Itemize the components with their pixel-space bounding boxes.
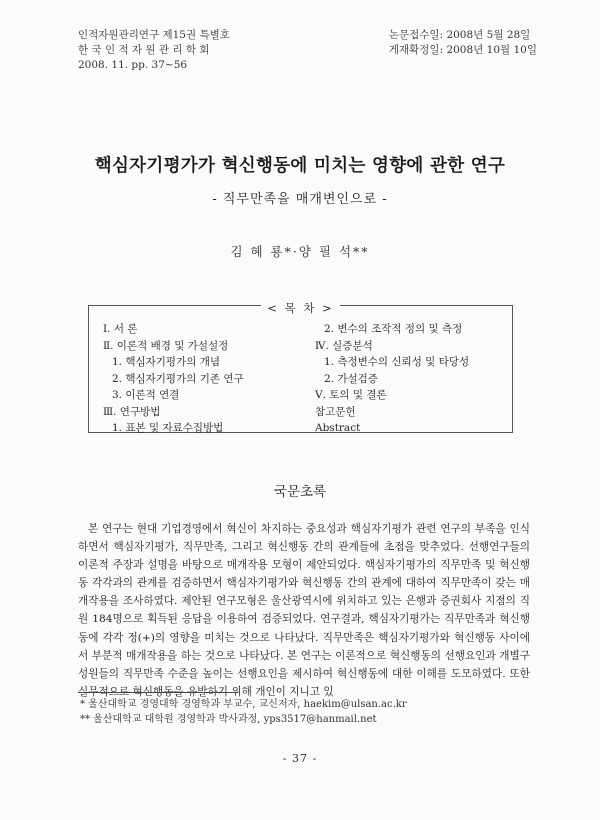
- journal-name: 인적자원관리연구 제15권 특별호: [78, 29, 230, 41]
- abstract-title: 국문초록: [273, 484, 327, 500]
- toc-item: 1. 표본 및 자료수집방법: [112, 422, 224, 434]
- page-number: - 37 -: [282, 752, 318, 765]
- toc-item: Ⅱ. 이론적 배경 및 가설설정: [103, 339, 229, 352]
- toc-item: 2. 변수의 조작적 정의 및 측정: [324, 323, 463, 335]
- footnote-author-2: ** 울산대학교 대학원 경영학과 박사과정, yps3517@hanmail.net: [80, 713, 377, 725]
- toc-item: Ⅴ. 토의 및 결론: [315, 389, 387, 401]
- society-name: 한 국 인 적 자 원 관 리 학 회: [78, 44, 210, 56]
- toc-item: 2. 핵심자기평가의 기존 연구: [112, 372, 244, 385]
- toc-item: 2. 가설검증: [324, 372, 378, 385]
- toc-left-column: [103, 321, 244, 437]
- paper-title: 핵심자기평가가 혁신행동에 미치는 영향에 관한 연구: [94, 156, 506, 176]
- author-list: 김 혜 룡*·양 필 석**: [230, 244, 370, 259]
- toc-heading: < 목 차 >: [261, 301, 339, 315]
- toc-item: 3. 이론적 연결: [112, 389, 180, 401]
- toc-item: Ⅰ. 서 론: [103, 323, 138, 335]
- paper-subtitle: - 직무만족을 매개변인으로 -: [212, 192, 388, 207]
- toc-item: 1. 핵심자기평가의 개념: [112, 356, 220, 368]
- abstract-body: [78, 520, 530, 701]
- journal-info: [78, 28, 230, 73]
- toc-item: 참고문헌: [315, 405, 356, 418]
- footnote-divider: [78, 692, 238, 693]
- footnote-author-1: * 울산대학교 경영대학 경영학과 부교수, 교신저자, haekim@ulsan.ac.kr: [80, 699, 407, 710]
- toc-item: 1. 측정변수의 신뢰성 및 타당성: [324, 356, 470, 368]
- toc-item: Ⅲ. 연구방법: [103, 405, 161, 418]
- abstract-paragraph: 본 연구는 현대 기업경영에서 혁신이 차지하는 중요성과 핵심자기평가 관련 연구의 부족을 인식하면서 핵심자기평가, 직무만족, 그리고 혁신행동 간의 관계들에 초점을 맞추었다. 선행연구들의 이론적 주장과 설명을 바탕으로 매개작용 모형이 제안되었다. 핵심자기평가의 직무만족 및 혁신행동 각각과의 관계를 검증하면서 핵심자기평가와 혁신행동 간의 관계에 대하여 직무만족이 갖는 매개작용을 조사하였다. 제안된 연구모형은 울산광역시에 위치하고 있는 은행과 증권회사 지점의 직원 184명으로 획득된 응답을 이용하여 검증되었다. 연구결과, 핵심자기평가는 직무만족과 혁신행동에 각각 정(+)의 영향을 미치는 것으로 나타났다. 직무만족은 핵심자기평가와 혁신행동 사이에서 부분적 매개작용을 하는 것으로 나타났다. 본 연구는 이론적으로 혁신행동의 선행요인과 개별구성원들의 직무만족 수준을 높이는 선행요인을 제시하여 혁신행동에 대한 이해를 도모하였다. 또한 실무적으로 혁신행동을 유발하기 위해 개인이 지니고 있: [78, 523, 530, 698]
- toc-item: Ⅳ. 실증분석: [315, 339, 373, 352]
- received-date: 논문접수일: 2008년 5월 28일: [388, 29, 531, 41]
- accepted-date: 게재확정일: 2008년 10월 10일: [388, 44, 537, 56]
- table-of-contents: [88, 301, 513, 434]
- issue-pages: 2008. 11. pp. 37~56: [78, 59, 188, 71]
- submission-info: [389, 28, 537, 58]
- toc-item: Abstract: [315, 422, 361, 434]
- toc-right-column: [315, 321, 469, 437]
- footnotes: [80, 698, 407, 727]
